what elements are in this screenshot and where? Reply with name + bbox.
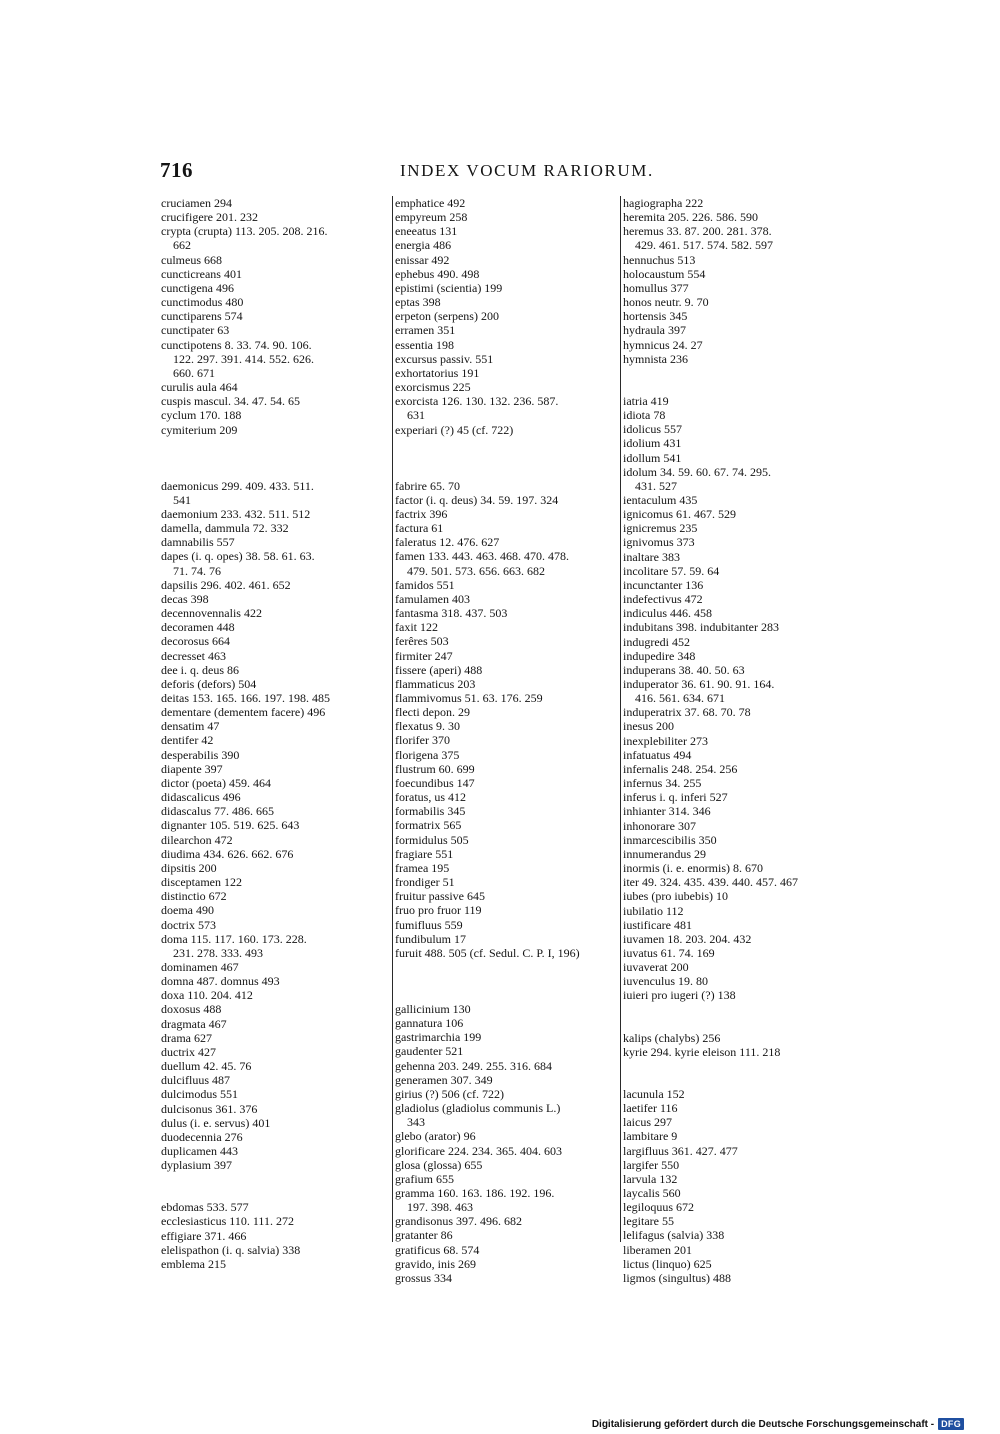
index-entry: iuvaverat 200 xyxy=(623,960,689,975)
index-entry: inmarcescibilis 350 xyxy=(623,832,717,847)
index-entry: elelispathon (i. q. salvia) 338 xyxy=(161,1242,301,1257)
index-entry: iter 49. 324. 435. 439. 440. 457. 467 xyxy=(623,875,798,890)
index-entry: formabilis 345 xyxy=(395,804,466,819)
index-entry: liberamen 201 xyxy=(623,1242,692,1257)
spacer xyxy=(161,451,381,465)
index-entry: indugredi 452 xyxy=(623,634,690,649)
index-entry: hortensis 345 xyxy=(623,309,688,324)
index-entry: eptas 398 xyxy=(395,295,441,310)
index-entry: hymnicus 24. 27 xyxy=(623,337,703,352)
index-entry: furuit 488. 505 (cf. Sedul. C. P. I, 196) xyxy=(395,945,580,960)
index-entry: laycalis 560 xyxy=(623,1186,681,1200)
index-entry: decas 398 xyxy=(161,591,209,606)
index-entry: diudima 434. 626. 662. 676 xyxy=(161,846,294,861)
index-entry: inaltare 383 xyxy=(623,549,680,564)
index-entry: iuvamen 18. 203. 204. 432 xyxy=(623,931,752,946)
index-entry: inormis (i. e. enormis) 8. 670 xyxy=(623,861,763,876)
index-entry: famen 133. 443. 463. 468. 470. 478. xyxy=(395,549,569,564)
index-entry: dominamen 467 xyxy=(161,959,239,974)
index-entry: ignicremus 235 xyxy=(623,521,698,536)
index-entry: incolitare 57. 59. 64 xyxy=(623,563,720,578)
index-entry: damnabilis 557 xyxy=(161,535,235,550)
index-entry: diapente 397 xyxy=(161,761,223,776)
index-entry: hymnista 236 xyxy=(623,351,688,366)
index-entry: laetifer 116 xyxy=(623,1101,678,1116)
index-entry: grandisonus 397. 496. 682 xyxy=(395,1214,522,1229)
footer-credit: Digitalisierung gefördert durch die Deutsche Forschungsgemeinschaft - xyxy=(591,1418,935,1430)
index-entry: dignanter 105. 519. 625. 643 xyxy=(161,818,300,833)
index-entry: largifer 550 xyxy=(623,1157,680,1172)
index-entry: hennuchus 513 xyxy=(623,252,696,267)
index-entry: induperans 38. 40. 50. 63 xyxy=(623,662,745,677)
index-entry: emblema 215 xyxy=(161,1256,226,1271)
index-entry: fruo pro fruor 119 xyxy=(395,903,482,918)
index-entry: inhonorare 307 xyxy=(623,818,696,833)
index-entry: legitare 55 xyxy=(623,1214,674,1229)
index-entry: densatim 47 xyxy=(161,719,220,734)
index-entry: dentifer 42 xyxy=(161,733,214,748)
index-entry: gannatura 106 xyxy=(395,1016,464,1031)
index-entry: damella, dammula 72. 332 xyxy=(161,521,289,536)
index-entry: cunctipotens 8. 33. 74. 90. 106. xyxy=(161,337,312,352)
index-entry: flexatus 9. 30 xyxy=(395,719,460,734)
index-entry: doxosus 488 xyxy=(161,1002,222,1017)
index-entry: dulus (i. e. servus) 401 xyxy=(161,1115,271,1130)
index-entry: laicus 297 xyxy=(623,1115,672,1130)
index-entry: glorificare 224. 234. 365. 404. 603 xyxy=(395,1143,562,1158)
spacer xyxy=(623,1017,845,1031)
index-entry: dementare (dementem facere) 496 xyxy=(161,705,326,720)
index-entry: exorcista 126. 130. 132. 236. 587. xyxy=(395,394,559,409)
index-entry: duplicamen 443 xyxy=(161,1144,238,1158)
index-entry: daemonicus 299. 409. 433. 511. xyxy=(161,478,314,493)
index-entry: fantasma 318. 437. 503 xyxy=(395,606,508,621)
index-entry: induperator 36. 61. 90. 91. 164. xyxy=(623,677,775,691)
index-entry: infatuatus 494 xyxy=(623,747,692,762)
index-entry: iustificare 481 xyxy=(623,917,692,932)
index-entry: hagiographa 222 xyxy=(623,196,704,210)
spacer xyxy=(395,437,613,451)
index-entry-continuation: 416. 561. 634. 671 xyxy=(635,691,725,706)
index-entry: ignivomus 373 xyxy=(623,535,695,550)
index-entry: dictor (poeta) 459. 464 xyxy=(161,775,271,790)
page-number: 716 xyxy=(160,158,193,182)
index-entry-continuation: 631 xyxy=(407,408,425,423)
index-entry: fundibulum 17 xyxy=(395,931,466,946)
spacer xyxy=(395,960,613,974)
index-entry: ferêres 503 xyxy=(395,634,449,649)
index-entry: gratanter 86 xyxy=(395,1228,453,1243)
index-entry-continuation: 662 xyxy=(173,238,191,253)
index-entry: honos neutr. 9. 70 xyxy=(623,295,709,310)
index-entry: formidulus 505 xyxy=(395,832,469,847)
index-entry-continuation: 122. 297. 391. 414. 552. 626. xyxy=(173,351,314,366)
index-entry: emphatice 492 xyxy=(395,196,466,210)
index-entry: indupedire 348 xyxy=(623,648,696,663)
index-entry-continuation: 429. 461. 517. 574. 582. 597 xyxy=(635,238,773,253)
index-entry: idollum 541 xyxy=(623,450,682,465)
index-entry: distinctio 672 xyxy=(161,889,227,904)
index-entry: infernalis 248. 254. 256 xyxy=(623,761,738,776)
index-entry: didascalus 77. 486. 665 xyxy=(161,804,274,819)
index-entry: cuspis mascul. 34. 47. 54. 65 xyxy=(161,394,300,409)
index-entry: epistimi (scientia) 199 xyxy=(395,280,503,295)
spacer xyxy=(623,1003,845,1017)
index-entry: eneeatus 131 xyxy=(395,224,458,239)
index-entry: doma 115. 117. 160. 173. 228. xyxy=(161,931,307,946)
index-entry: faxit 122 xyxy=(395,620,438,635)
index-entry: flammaticus 203 xyxy=(395,676,476,691)
index-entry: idolicus 557 xyxy=(623,422,682,437)
index-entry: glosa (glossa) 655 xyxy=(395,1157,483,1172)
index-entry: ephebus 490. 498 xyxy=(395,266,480,281)
index-entry: fissere (aperi) 488 xyxy=(395,662,483,677)
index-entry: crypta (crupta) 113. 205. 208. 216. xyxy=(161,224,328,239)
index-entry: cymiterium 209 xyxy=(161,422,238,437)
index-entry: ientaculum 435 xyxy=(623,492,698,507)
index-entry: lictus (linquo) 625 xyxy=(623,1256,712,1271)
index-entry-continuation: 479. 501. 573. 656. 663. 682 xyxy=(407,563,545,578)
index-entry: legiloquus 672 xyxy=(623,1200,694,1215)
index-entry: dapsilis 296. 402. 461. 652 xyxy=(161,577,291,592)
index-entry: homullus 377 xyxy=(623,280,689,295)
index-entry: grafium 655 xyxy=(395,1171,454,1186)
index-entry: framea 195 xyxy=(395,860,450,875)
index-entry: indefectivus 472 xyxy=(623,592,703,607)
index-entry: gallicinium 130 xyxy=(395,1001,471,1016)
index-entry: iuieri pro iugeri (?) 138 xyxy=(623,988,736,1003)
index-entry: heremus 33. 87. 200. 281. 378. xyxy=(623,224,772,239)
index-entry: lelifagus (salvia) 338 xyxy=(623,1228,725,1243)
index-entry: dulcifluus 487 xyxy=(161,1073,230,1088)
index-entry: idiota 78 xyxy=(623,408,666,423)
index-entry: dragmata 467 xyxy=(161,1016,227,1031)
index-entry: largifluus 361. 427. 477 xyxy=(623,1143,738,1158)
index-entry: gaudenter 521 xyxy=(395,1044,464,1059)
index-entry: cunctipater 63 xyxy=(161,323,230,338)
spacer xyxy=(623,1059,845,1073)
index-entry: cunctigena 496 xyxy=(161,280,234,295)
index-entry: cunctiparens 574 xyxy=(161,309,243,324)
index-entry: inexplebiliter 273 xyxy=(623,733,708,748)
spacer xyxy=(161,465,381,479)
index-entry: idolium 431 xyxy=(623,436,682,451)
index-entry: inhianter 314. 346 xyxy=(623,804,711,819)
index-entry: gratificus 68. 574 xyxy=(395,1242,480,1257)
index-entry: inferus i. q. inferi 527 xyxy=(623,790,728,805)
index-entry: iubes (pro iubebis) 10 xyxy=(623,889,728,904)
spacer xyxy=(161,1186,381,1200)
spacer xyxy=(395,974,613,988)
index-entry: iuvatus 61. 74. 169 xyxy=(623,945,715,960)
spacer xyxy=(395,465,613,479)
index-entry: erramen 351 xyxy=(395,323,456,338)
index-entry: induperatrix 37. 68. 70. 78 xyxy=(623,705,751,720)
index-entry: ductrix 427 xyxy=(161,1044,216,1059)
index-entry: decennovennalis 422 xyxy=(161,606,262,621)
index-entry: inesus 200 xyxy=(623,719,674,734)
index-column-left xyxy=(161,196,381,1271)
spacer xyxy=(395,451,613,465)
index-entry: infernus 34. 255 xyxy=(623,776,702,791)
index-entry: grossus 334 xyxy=(395,1270,453,1285)
index-entry: deitas 153. 165. 166. 197. 198. 485 xyxy=(161,691,330,705)
index-entry: glebo (arator) 96 xyxy=(395,1129,476,1144)
index-entry: lacunula 152 xyxy=(623,1086,685,1101)
index-column-right xyxy=(620,196,845,1285)
index-entry: flecti depon. 29 xyxy=(395,705,470,720)
index-entry: essentia 198 xyxy=(395,337,454,352)
index-entry-continuation: 71. 74. 76 xyxy=(173,563,221,578)
index-entry: foratus, us 412 xyxy=(395,790,466,805)
index-entry: effigiare 371. 466 xyxy=(161,1228,247,1243)
index-entry: florigena 375 xyxy=(395,747,460,762)
index-entry-continuation: 197. 398. 463 xyxy=(407,1200,473,1215)
index-entry: decresset 463 xyxy=(161,648,226,663)
index-entry: decorosus 664 xyxy=(161,634,230,649)
spacer xyxy=(623,366,845,380)
footer xyxy=(592,1418,964,1430)
spacer xyxy=(623,1073,845,1087)
index-entry: ligmos (singultus) 488 xyxy=(623,1270,732,1285)
index-entry: exorcismus 225 xyxy=(395,380,471,395)
index-entry: fabrire 65. 70 xyxy=(395,478,460,493)
index-entry: doema 490 xyxy=(161,903,214,918)
index-entry-continuation: 431. 527 xyxy=(635,478,677,493)
index-entry: ecclesiasticus 110. 111. 272 xyxy=(161,1214,294,1229)
index-entry: energia 486 xyxy=(395,238,452,253)
index-entry: innumerandus 29 xyxy=(623,846,706,861)
index-entry: kalips (chalybs) 256 xyxy=(623,1030,721,1045)
index-entry: hydraula 397 xyxy=(623,323,686,338)
index-entry-continuation: 660. 671 xyxy=(173,365,215,380)
index-entry: famidos 551 xyxy=(395,577,455,592)
index-entry: ebdomas 533. 577 xyxy=(161,1200,249,1215)
index-entry: iuvenculus 19. 80 xyxy=(623,974,708,989)
index-entry-continuation: 343 xyxy=(407,1115,425,1130)
index-entry: factor (i. q. deus) 34. 59. 197. 324 xyxy=(395,492,559,507)
index-entry: foecundibus 147 xyxy=(395,775,475,790)
index-entry: heremita 205. 226. 586. 590 xyxy=(623,210,758,225)
index-entry: experiari (?) 45 (cf. 722) xyxy=(395,422,514,437)
index-entry: fragiare 551 xyxy=(395,846,454,861)
index-entry: enissar 492 xyxy=(395,252,450,267)
index-entry: dapes (i. q. opes) 38. 58. 61. 63. xyxy=(161,549,315,564)
index-entry-continuation: 541 xyxy=(173,492,191,507)
index-entry: gehenna 203. 249. 255. 316. 684 xyxy=(395,1058,552,1073)
index-column-middle xyxy=(392,196,613,1285)
index-entry: factrix 396 xyxy=(395,506,448,521)
index-entry: kyrie 294. kyrie eleison 111. 218 xyxy=(623,1044,781,1059)
index-entry: generamen 307. 349 xyxy=(395,1072,493,1087)
index-entry: crucifigere 201. 232 xyxy=(161,210,258,225)
index-entry: cuncticreans 401 xyxy=(161,266,242,281)
index-entry: dilearchon 472 xyxy=(161,832,233,847)
index-entry: dipsitis 200 xyxy=(161,860,217,875)
index-entry: girius (?) 506 (cf. 722) xyxy=(395,1086,504,1101)
spacer xyxy=(623,380,845,394)
index-entry: cruciamen 294 xyxy=(161,196,232,210)
index-entry: gramma 160. 163. 186. 192. 196. xyxy=(395,1186,555,1200)
index-entry: idolum 34. 59. 60. 67. 74. 295. xyxy=(623,464,772,479)
index-entry: cyclum 170. 188 xyxy=(161,408,242,423)
index-entry: desperabilis 390 xyxy=(161,747,240,762)
index-entry: culmeus 668 xyxy=(161,252,222,267)
index-entry: gastrimarchia 199 xyxy=(395,1030,482,1045)
index-entry: gravido, inis 269 xyxy=(395,1256,476,1271)
index-entry: faleratus 12. 476. 627 xyxy=(395,535,500,550)
index-entry: gladiolus (gladiolus communis L.) xyxy=(395,1101,561,1116)
index-entry: drama 627 xyxy=(161,1030,212,1045)
index-entry: frondiger 51 xyxy=(395,875,455,890)
index-entry: lambitare 9 xyxy=(623,1129,678,1144)
index-entry: florifer 370 xyxy=(395,733,450,748)
index-entry: dyplasium 397 xyxy=(161,1158,232,1173)
index-entry: firmiter 247 xyxy=(395,648,453,663)
index-entry: ignicomus 61. 467. 529 xyxy=(623,507,736,522)
index-entry: fruitur passive 645 xyxy=(395,889,485,904)
index-entry: deforis (defors) 504 xyxy=(161,676,257,691)
dfg-logo: DFG xyxy=(938,1418,964,1430)
index-entry: formatrix 565 xyxy=(395,818,462,833)
index-entry: incunctanter 136 xyxy=(623,577,704,592)
index-entry: factura 61 xyxy=(395,521,444,536)
index-entry: daemonium 233. 432. 511. 512 xyxy=(161,506,311,521)
index-entry: decoramen 448 xyxy=(161,620,235,635)
index-entry: doctrix 573 xyxy=(161,917,216,932)
spacer xyxy=(161,1172,381,1186)
index-entry: exhortatorius 191 xyxy=(395,365,480,380)
index-entry: famulamen 403 xyxy=(395,591,470,606)
index-entry: dee i. q. deus 86 xyxy=(161,662,239,677)
index-entry: duellum 42. 45. 76 xyxy=(161,1059,252,1074)
spacer xyxy=(161,437,381,451)
index-entry: flustrum 60. 699 xyxy=(395,761,475,776)
running-title: INDEX VOCUM RARIORUM. xyxy=(400,161,654,180)
index-entry-continuation: 231. 278. 333. 493 xyxy=(173,945,263,960)
index-entry: excursus passiv. 551 xyxy=(395,351,494,366)
index-entry: indubitans 398. indubitanter 283 xyxy=(623,620,779,635)
index-entry: indiculus 446. 458 xyxy=(623,606,712,621)
index-entry: iubilatio 112 xyxy=(623,903,684,918)
index-entry: empyreum 258 xyxy=(395,210,468,225)
index-entry: dulcimodus 551 xyxy=(161,1087,238,1102)
index-entry: duodecennia 276 xyxy=(161,1129,243,1144)
spacer xyxy=(395,988,613,1002)
index-entry: larvula 132 xyxy=(623,1171,678,1186)
index-entry: flammivomus 51. 63. 176. 259 xyxy=(395,691,543,705)
index-entry: doxa 110. 204. 412 xyxy=(161,988,253,1003)
index-entry: erpeton (serpens) 200 xyxy=(395,309,499,324)
index-entry: didascalicus 496 xyxy=(161,790,241,805)
index-entry: iatria 419 xyxy=(623,393,669,408)
index-entry: domna 487. domnus 493 xyxy=(161,974,280,989)
index-entry: cunctimodus 480 xyxy=(161,295,244,310)
index-entry: dulcisonus 361. 376 xyxy=(161,1101,258,1116)
index-entry: curulis aula 464 xyxy=(161,380,238,395)
index-entry: holocaustum 554 xyxy=(623,266,706,281)
index-entry: fumifluus 559 xyxy=(395,917,463,932)
index-entry: disceptamen 122 xyxy=(161,875,242,890)
